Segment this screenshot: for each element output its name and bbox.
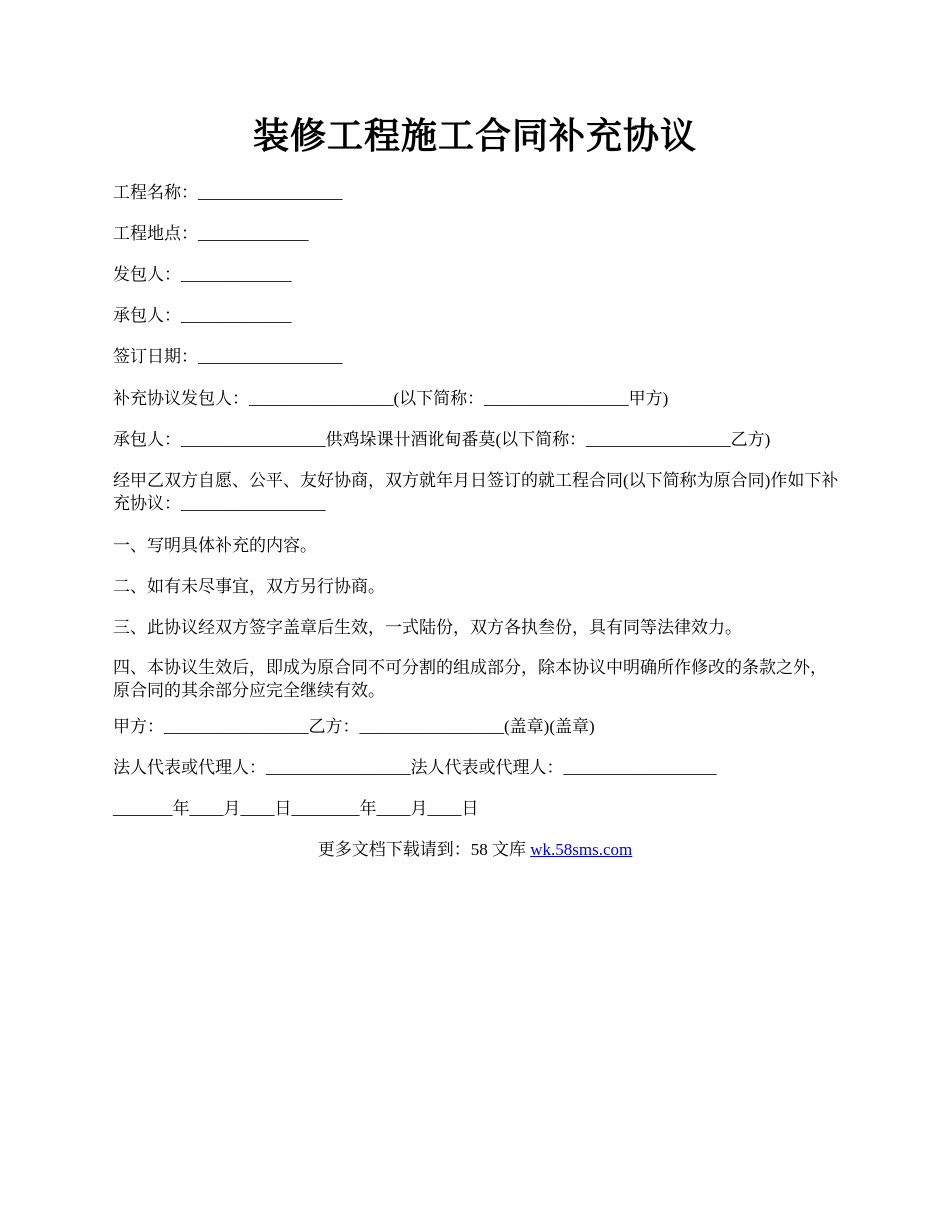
supplement-contractor-line: 承包人：_________________供鸡垛课卄酒讹甸番莫(以下简称：_________________乙方): [113, 430, 771, 449]
contractor-line: 承包人：_____________: [113, 306, 292, 325]
document-title: 装修工程施工合同补充协议: [252, 116, 697, 156]
footer-text: 更多文档下载请到：58 文库: [317, 840, 531, 859]
employer-line: 发包人：_____________: [113, 265, 292, 284]
supplement-employer-line: 补充协议发包人：_________________(以下简称：_________________甲方): [113, 389, 669, 408]
parties-signature-line: 甲方：_________________乙方：_________________(盖章)(盖章): [113, 717, 595, 736]
representatives-line: 法人代表或代理人：_________________法人代表或代理人：__________________: [113, 758, 717, 777]
clause-4: 四、本协议生效后，即成为原合同不可分割的组成部分，除本协议中明确所作修改的条款之外，原合同的其余部分应完全继续有效。: [113, 658, 827, 700]
clause-2: 二、如有未尽事宜，双方另行协商。: [113, 577, 385, 596]
clause-3: 三、此协议经双方签字盖章后生效，一式陆份，双方各执叁份，具有同等法律效力。: [113, 618, 742, 637]
date-line: _______年____月____日________年____月____日: [113, 799, 479, 818]
footer: [0, 838, 950, 861]
preamble-paragraph: 经甲乙双方自愿、公平、友好协商，双方就年月日签订的就工程合同(以下简称为原合同)作如下补充协议：_________________: [113, 471, 839, 513]
clause-1: 一、写明具体补充的内容。: [113, 536, 317, 555]
signing-date-line: 签订日期：_________________: [113, 347, 343, 366]
footer-link[interactable]: wk.58sms.com: [530, 840, 633, 859]
project-name-line: 工程名称：_________________: [113, 183, 343, 202]
project-location-line: 工程地点：_____________: [113, 224, 309, 243]
